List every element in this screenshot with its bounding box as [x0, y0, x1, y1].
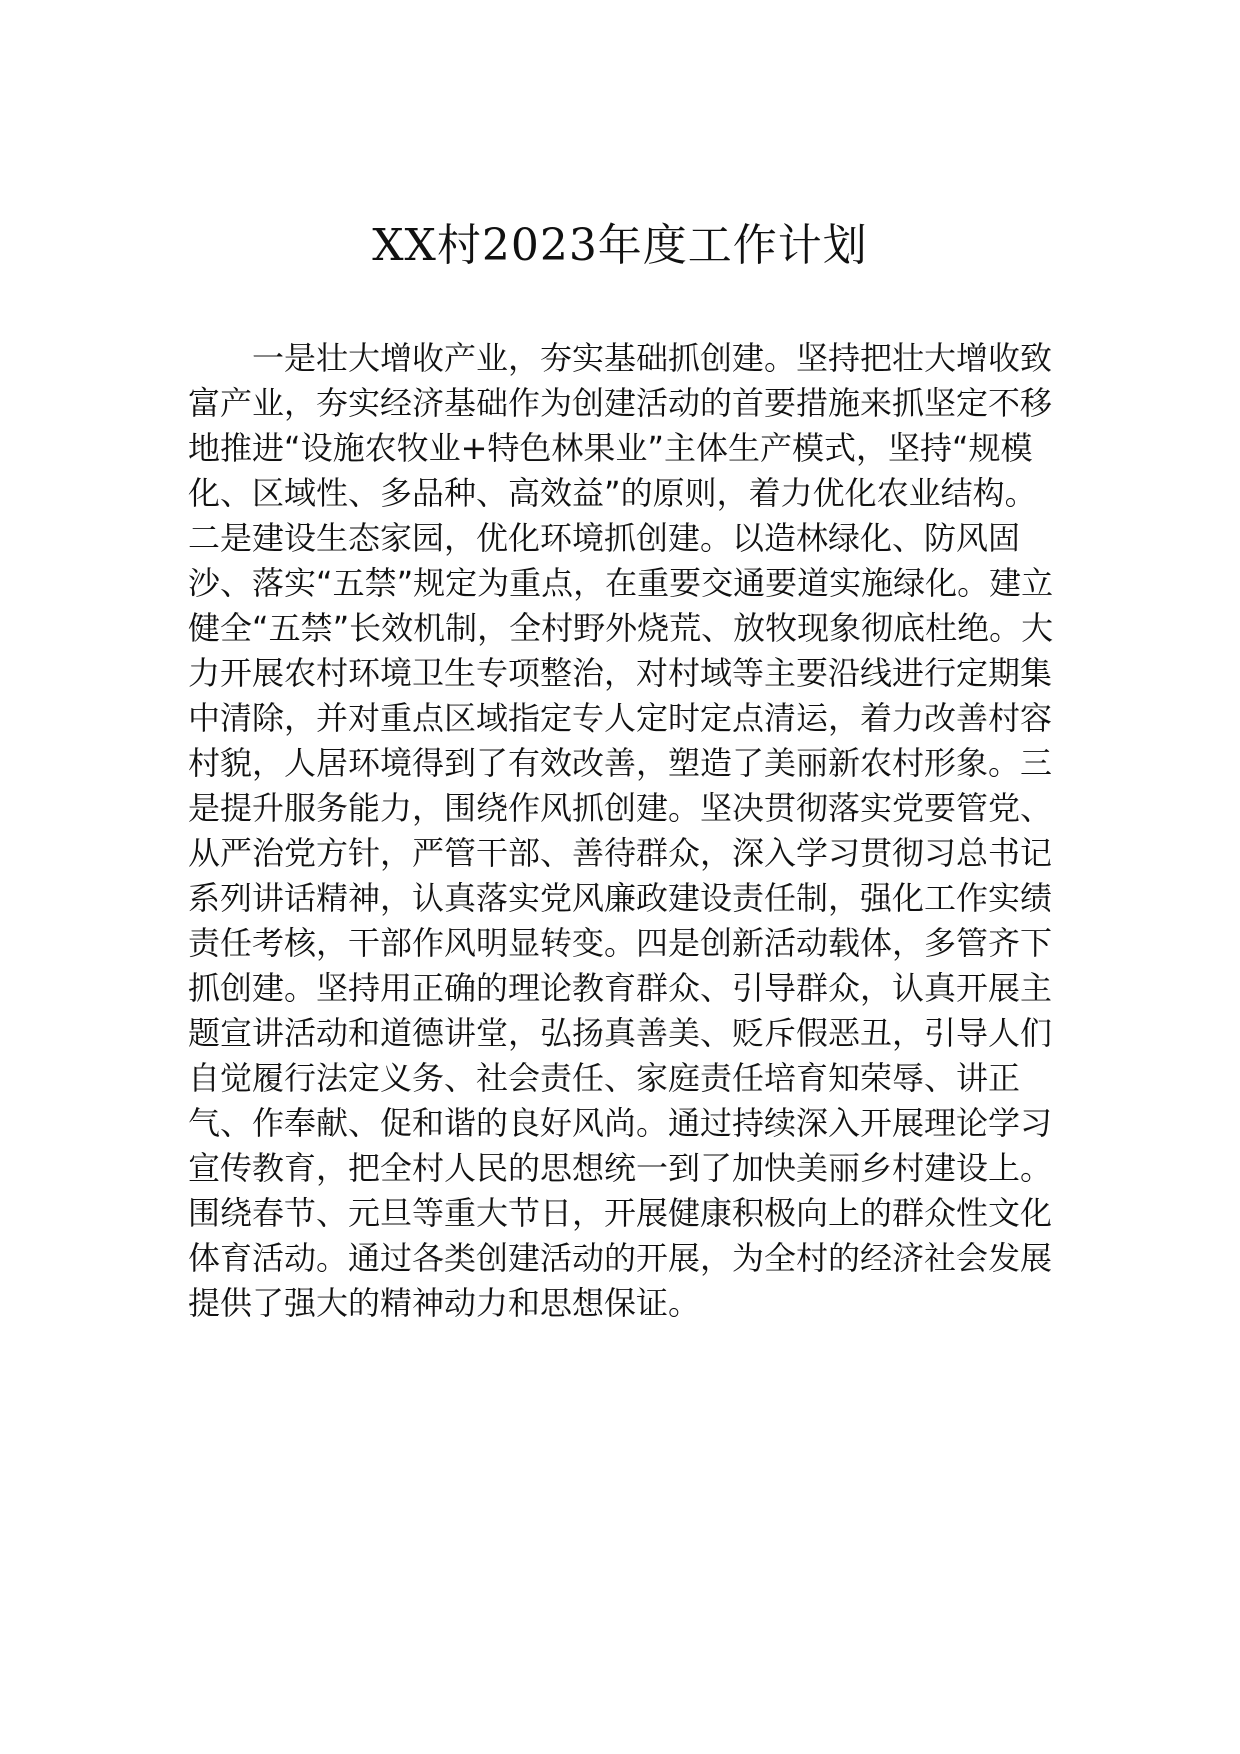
body-paragraph: 一是壮大增收产业，夯实基础抓创建。坚持把壮大增收致富产业，夯实经济基础作为创建活动的首要措施来抓坚定不移地推进“设施农牧业+特色林果业”主体生产模式，坚持“规模化、区域性、多品种、高效益”的原则，着力优化农业结构。二是建设生态家园，优化环境抓创建。以造林绿化、防风固沙、落实“五禁”规定为重点，在重要交通要道实施绿化。建立健全“五禁”长效机制，全村野外烧荒、放牧现象彻底杜绝。大力开展农村环境卫生专项整治，对村域等主要沿线进行定期集中清除，并对重点区域指定专人定时定点清运，着力改善村容村貌，人居环境得到了有效改善，塑造了美丽新农村形象。三是提升服务能力，围绕作风抓创建。坚决贯彻落实党要管党、从严治党方针，严管干部、善待群众，深入学习贯彻习总书记系列讲话精神，认真落实党风廉政建设责任制，强化工作实绩责任考核，干部作风明显转变。四是创新活动载体，多管齐下抓创建。坚持用正确的理论教育群众、引导群众，认真开展主题宣讲活动和道德讲堂，弘扬真善美、贬斥假恶丑，引导人们自觉履行法定义务、社会责任、家庭责任培育知荣辱、讲正气、作奉献、促和谐的良好风尚。通过持续深入开展理论学习宣传教育，把全村人民的思想统一到了加快美丽乡村建设上。围绕春节、元旦等重大节日，开展健康积极向上的群众性文化体育活动。通过各类创建活动的开展，为全村的经济社会发展提供了强大的精神动力和思想保证。 [188, 339, 1054, 1322]
document-title: XX村2023年度工作计划 [372, 220, 868, 271]
